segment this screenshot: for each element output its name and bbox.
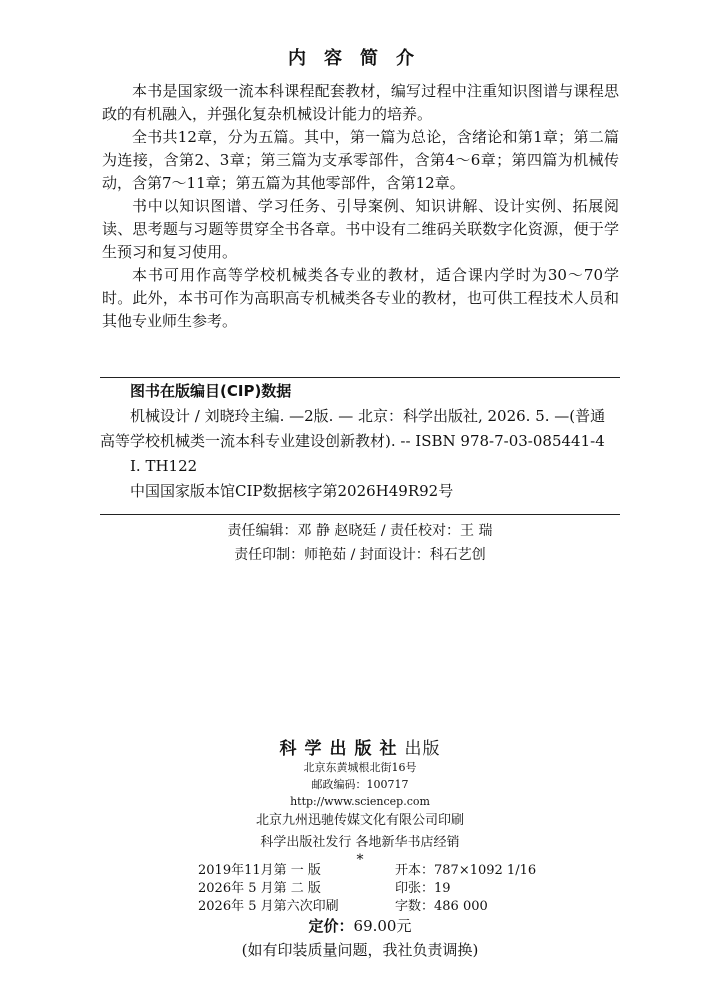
summary-title: 内容简介 [288,48,432,69]
staff-line-editors: 责任编辑：邓 静 赵晓廷 / 责任校对：王 瑞 [227,523,493,539]
spec-row: 2019年11月第 一 版 开本：787×1092 1/16 [198,863,537,878]
cip-data-number: 中国国家版本馆CIP数据核字第2026H49R92号 [130,482,454,500]
publisher-suffix: 出版 [404,739,441,759]
price-value: 69.00元 [353,917,412,935]
summary-paragraph: 本书是国家级一流本科课程配套教材，编写过程中注重知识图谱与课程思政的有机融入，并强化复杂机械设计能力的培养。 [102,82,619,123]
publisher-website: http://www.sciencep.com [290,795,430,808]
separator-star: * [356,852,364,868]
publisher-logo-text: 科学出版社 [279,739,405,759]
publisher-postcode: 邮政编码：100717 [311,778,409,791]
price-label: 定价： [308,917,354,935]
publisher-block [0,734,720,866]
quality-note: (如有印装质量问题，我社负责调换) [241,941,479,959]
summary-paragraph: 全书共12章，分为五篇。其中，第一篇为总论，含绪论和第1章；第二篇为连接，含第2、3章；第三篇为支承零部件，含第4～6章；第四篇为机械传动，含第7～11章；第五篇为其他零部件，含第12章。 [102,128,619,192]
cip-classification: Ⅰ. TH122 [130,457,198,475]
spec-row: 2026年 5 月第 二 版 印张：19 [198,881,451,896]
cip-block [100,378,620,504]
cip-bottom-rule [100,514,620,515]
spec-row: 2026年 5 月第六次印刷 字数：486 000 [198,899,488,914]
staff-line-production: 责任印制：师艳茹 / 封面设计：科石艺创 [234,547,486,563]
price-block [0,914,720,962]
edition-specs [198,862,536,916]
publisher-name-line [0,734,720,759]
publisher-address: 北京东黄城根北街16号 [303,761,417,774]
summary-body [102,80,619,333]
summary-paragraph: 本书可用作高等学校机械类各专业的教材，适合课内学时为30～70学时。此外，本书可作为高职高专机械类各专业的教材，也可供工程技术人员和其他专业师生参考。 [102,266,619,330]
summary-paragraph: 书中以知识图谱、学习任务、引导案例、知识讲解、设计实例、拓展阅读、思考题与习题等贯穿全书各章。书中设有二维码关联数字化资源，便于学生预习和复习使用。 [102,197,619,261]
price-line [0,914,720,938]
distribution-line: 科学出版社发行 各地新华书店经销 [260,835,460,850]
cip-heading: 图书在版编目(CIP)数据 [130,382,292,400]
printer-line: 北京九州迅驰传媒文化有限公司印刷 [255,813,464,828]
cip-record: 机械设计 / 刘晓玲主编. —2版. — 北京：科学出版社, 2026. 5. —(普通高等学校机械类一流本科专业建设创新教材). -- ISBN 978-7-03-085441-4 [100,407,606,450]
